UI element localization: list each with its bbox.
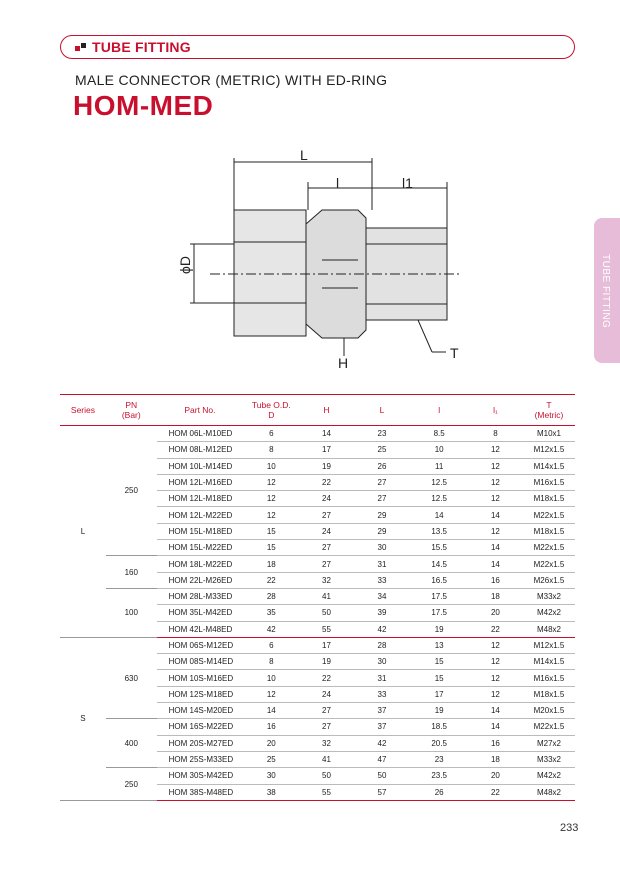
pn-cell: 160 — [106, 556, 157, 589]
l1-cell: 8 — [468, 426, 523, 442]
part-cell: HOM 22L-M26ED — [157, 572, 244, 588]
L-cell: 37 — [354, 719, 411, 735]
l-cell: 11 — [410, 458, 468, 474]
t-cell: M22x1.5 — [523, 719, 575, 735]
t-cell: M12x1.5 — [523, 637, 575, 653]
pn-cell: 630 — [106, 637, 157, 718]
l1-cell: 12 — [468, 474, 523, 490]
part-cell: HOM 08L-M12ED — [157, 442, 244, 458]
t-cell: M22x1.5 — [523, 507, 575, 523]
part-cell: HOM 42L-M48ED — [157, 621, 244, 637]
fitting-drawing — [170, 148, 470, 378]
l1-cell: 12 — [468, 458, 523, 474]
l1-cell: 14 — [468, 719, 523, 735]
table-row — [60, 588, 575, 604]
col-part: Part No. — [157, 395, 244, 426]
L-cell: 50 — [354, 768, 411, 784]
h-cell: 50 — [299, 768, 353, 784]
l1-cell: 14 — [468, 703, 523, 719]
page-number: 233 — [560, 822, 579, 834]
t-cell: M22x1.5 — [523, 556, 575, 572]
h-cell: 22 — [299, 474, 353, 490]
od-cell: 6 — [243, 426, 299, 442]
l1-cell: 20 — [468, 605, 523, 621]
series-cell: L — [60, 426, 106, 638]
h-cell: 24 — [299, 523, 353, 539]
h-cell: 17 — [299, 442, 353, 458]
l1-cell: 12 — [468, 637, 523, 653]
l1-cell: 12 — [468, 670, 523, 686]
part-cell: HOM 06S-M12ED — [157, 637, 244, 653]
t-cell: M14x1.5 — [523, 654, 575, 670]
l-cell: 17.5 — [410, 588, 468, 604]
L-cell: 29 — [354, 507, 411, 523]
l-cell: 10 — [410, 442, 468, 458]
l1-cell: 18 — [468, 588, 523, 604]
l-cell: 17 — [410, 686, 468, 702]
pn-cell: 100 — [106, 588, 157, 637]
l-cell: 19 — [410, 703, 468, 719]
t-cell: M16x1.5 — [523, 474, 575, 490]
dim-T-label: T — [450, 345, 459, 361]
section-banner — [60, 35, 575, 59]
part-cell: HOM 38S-M48ED — [157, 784, 244, 800]
t-cell: M12x1.5 — [523, 442, 575, 458]
L-cell: 42 — [354, 621, 411, 637]
series-cell: S — [60, 637, 106, 800]
t-cell: M42x2 — [523, 768, 575, 784]
t-cell: M10x1 — [523, 426, 575, 442]
t-cell: M42x2 — [523, 605, 575, 621]
h-cell: 14 — [299, 426, 353, 442]
l-cell: 14 — [410, 507, 468, 523]
h-cell: 27 — [299, 540, 353, 556]
part-cell: HOM 08S-M14ED — [157, 654, 244, 670]
od-cell: 22 — [243, 572, 299, 588]
t-cell: M33x2 — [523, 588, 575, 604]
L-cell: 25 — [354, 442, 411, 458]
l1-cell: 18 — [468, 751, 523, 767]
od-cell: 30 — [243, 768, 299, 784]
l-cell: 23 — [410, 751, 468, 767]
h-cell: 19 — [299, 654, 353, 670]
part-cell: HOM 12L-M18ED — [157, 491, 244, 507]
L-cell: 27 — [354, 491, 411, 507]
dim-l1-label: l1 — [402, 175, 413, 191]
part-cell: HOM 12L-M16ED — [157, 474, 244, 490]
pn-cell: 250 — [106, 426, 157, 556]
od-cell: 14 — [243, 703, 299, 719]
t-cell: M14x1.5 — [523, 458, 575, 474]
part-cell: HOM 10S-M16ED — [157, 670, 244, 686]
h-cell: 32 — [299, 572, 353, 588]
col-t: T (Metric) — [523, 395, 575, 426]
brand-square-icon — [75, 43, 86, 51]
L-cell: 39 — [354, 605, 411, 621]
l-cell: 18.5 — [410, 719, 468, 735]
t-cell: M18x1.5 — [523, 523, 575, 539]
l-cell: 8.5 — [410, 426, 468, 442]
pn-cell: 400 — [106, 719, 157, 768]
side-tab[interactable] — [594, 218, 620, 363]
col-pn: PN (Bar) — [106, 395, 157, 426]
t-cell: M22x1.5 — [523, 540, 575, 556]
h-cell: 27 — [299, 719, 353, 735]
product-title: HOM-MED — [73, 90, 214, 121]
part-cell: HOM 12S-M18ED — [157, 686, 244, 702]
t-cell: M18x1.5 — [523, 686, 575, 702]
table-body — [60, 426, 575, 801]
h-cell: 27 — [299, 703, 353, 719]
col-L: L — [354, 395, 411, 426]
h-cell: 32 — [299, 735, 353, 751]
h-cell: 22 — [299, 670, 353, 686]
col-h: H — [299, 395, 353, 426]
od-cell: 15 — [243, 540, 299, 556]
l1-cell: 12 — [468, 442, 523, 458]
h-cell: 55 — [299, 784, 353, 800]
l1-cell: 12 — [468, 523, 523, 539]
table-row — [60, 556, 575, 572]
od-cell: 8 — [243, 654, 299, 670]
od-cell: 35 — [243, 605, 299, 621]
L-cell: 47 — [354, 751, 411, 767]
l1-cell: 14 — [468, 556, 523, 572]
L-cell: 29 — [354, 523, 411, 539]
L-cell: 28 — [354, 637, 411, 653]
L-cell: 30 — [354, 540, 411, 556]
table-header-row — [60, 395, 575, 426]
h-cell: 41 — [299, 751, 353, 767]
section-title: TUBE FITTING — [92, 39, 191, 55]
L-cell: 42 — [354, 735, 411, 751]
h-cell: 24 — [299, 686, 353, 702]
l-cell: 13 — [410, 637, 468, 653]
l1-cell: 16 — [468, 735, 523, 751]
l-cell: 12.5 — [410, 491, 468, 507]
L-cell: 33 — [354, 572, 411, 588]
pn-cell: 250 — [106, 768, 157, 801]
L-cell: 57 — [354, 784, 411, 800]
part-cell: HOM 35L-M42ED — [157, 605, 244, 621]
L-cell: 31 — [354, 670, 411, 686]
l1-cell: 22 — [468, 784, 523, 800]
t-cell: M26x1.5 — [523, 572, 575, 588]
part-cell: HOM 15L-M18ED — [157, 523, 244, 539]
t-cell: M48x2 — [523, 621, 575, 637]
l-cell: 26 — [410, 784, 468, 800]
l-cell: 14.5 — [410, 556, 468, 572]
od-cell: 28 — [243, 588, 299, 604]
od-cell: 16 — [243, 719, 299, 735]
od-cell: 12 — [243, 491, 299, 507]
l1-cell: 12 — [468, 654, 523, 670]
od-cell: 20 — [243, 735, 299, 751]
l-cell: 17.5 — [410, 605, 468, 621]
l-cell: 20.5 — [410, 735, 468, 751]
part-cell: HOM 30S-M42ED — [157, 768, 244, 784]
l1-cell: 22 — [468, 621, 523, 637]
table-row — [60, 768, 575, 784]
l1-cell: 14 — [468, 507, 523, 523]
t-cell: M33x2 — [523, 751, 575, 767]
od-cell: 12 — [243, 474, 299, 490]
od-cell: 6 — [243, 637, 299, 653]
l1-cell: 20 — [468, 768, 523, 784]
dim-l-label: l — [336, 175, 340, 191]
part-cell: HOM 14S-M20ED — [157, 703, 244, 719]
dim-L-label: L — [300, 148, 308, 163]
part-cell: HOM 25S-M33ED — [157, 751, 244, 767]
L-cell: 26 — [354, 458, 411, 474]
od-cell: 42 — [243, 621, 299, 637]
l1-cell: 12 — [468, 491, 523, 507]
l-cell: 23.5 — [410, 768, 468, 784]
table-row — [60, 426, 575, 442]
od-cell: 12 — [243, 507, 299, 523]
l1-cell: 14 — [468, 540, 523, 556]
table-row — [60, 637, 575, 653]
part-cell: HOM 18L-M22ED — [157, 556, 244, 572]
L-cell: 34 — [354, 588, 411, 604]
side-tab-label: TUBE FITTING — [600, 254, 611, 329]
h-cell: 50 — [299, 605, 353, 621]
l-cell: 16.5 — [410, 572, 468, 588]
l-cell: 15 — [410, 654, 468, 670]
od-cell: 8 — [243, 442, 299, 458]
l1-cell: 12 — [468, 686, 523, 702]
product-subtitle: MALE CONNECTOR (METRIC) WITH ED-RING — [75, 72, 388, 88]
od-cell: 18 — [243, 556, 299, 572]
L-cell: 30 — [354, 654, 411, 670]
t-cell: M48x2 — [523, 784, 575, 800]
h-cell: 19 — [299, 458, 353, 474]
l-cell: 15.5 — [410, 540, 468, 556]
dim-D-label: ϕD — [177, 256, 193, 274]
L-cell: 27 — [354, 474, 411, 490]
l-cell: 19 — [410, 621, 468, 637]
l-cell: 12.5 — [410, 474, 468, 490]
col-l: l — [410, 395, 468, 426]
od-cell: 25 — [243, 751, 299, 767]
L-cell: 31 — [354, 556, 411, 572]
od-cell: 10 — [243, 670, 299, 686]
l1-cell: 16 — [468, 572, 523, 588]
h-cell: 17 — [299, 637, 353, 653]
t-cell: M16x1.5 — [523, 670, 575, 686]
table-row — [60, 719, 575, 735]
h-cell: 41 — [299, 588, 353, 604]
col-l1: l₁ — [468, 395, 523, 426]
col-series: Series — [60, 395, 106, 426]
t-cell: M18x1.5 — [523, 491, 575, 507]
part-cell: HOM 20S-M27ED — [157, 735, 244, 751]
od-cell: 15 — [243, 523, 299, 539]
L-cell: 33 — [354, 686, 411, 702]
part-cell: HOM 15L-M22ED — [157, 540, 244, 556]
part-cell: HOM 28L-M33ED — [157, 588, 244, 604]
l-cell: 15 — [410, 670, 468, 686]
part-cell: HOM 12L-M22ED — [157, 507, 244, 523]
t-cell: M27x2 — [523, 735, 575, 751]
part-cell: HOM 16S-M22ED — [157, 719, 244, 735]
od-cell: 12 — [243, 686, 299, 702]
od-cell: 38 — [243, 784, 299, 800]
dimensions-table — [60, 394, 575, 801]
h-cell: 27 — [299, 507, 353, 523]
h-cell: 55 — [299, 621, 353, 637]
h-cell: 24 — [299, 491, 353, 507]
t-cell: M20x1.5 — [523, 703, 575, 719]
col-od: Tube O.D. D — [243, 395, 299, 426]
L-cell: 23 — [354, 426, 411, 442]
dim-H-label: H — [338, 355, 349, 371]
h-cell: 27 — [299, 556, 353, 572]
L-cell: 37 — [354, 703, 411, 719]
part-cell: HOM 06L-M10ED — [157, 426, 244, 442]
part-cell: HOM 10L-M14ED — [157, 458, 244, 474]
od-cell: 10 — [243, 458, 299, 474]
l-cell: 13.5 — [410, 523, 468, 539]
